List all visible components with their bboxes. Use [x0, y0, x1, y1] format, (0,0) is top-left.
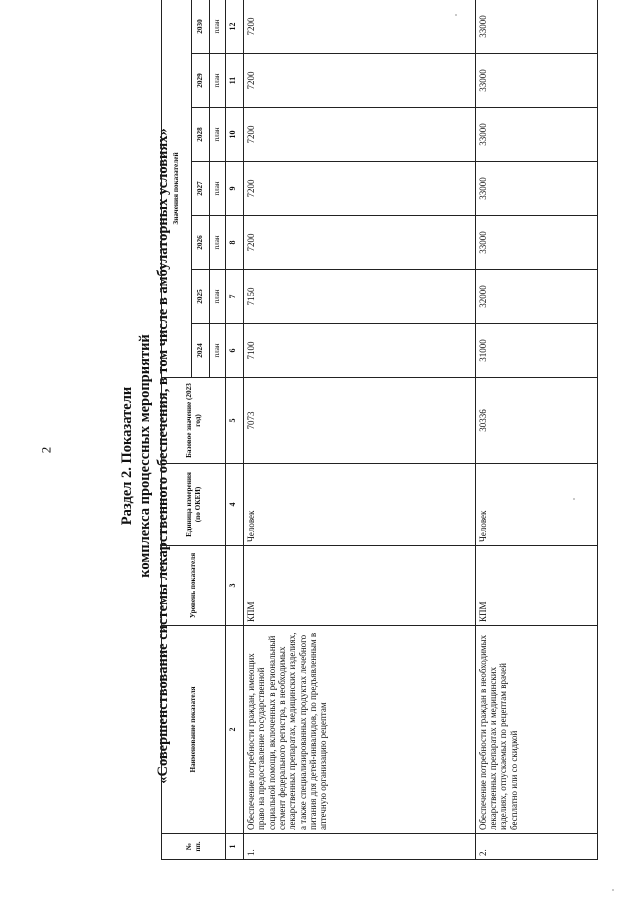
table-row [244, 0, 476, 860]
header-values-group: Значения показателей [162, 0, 192, 378]
scan-speck [573, 498, 575, 500]
row-value: 7200 [244, 0, 476, 54]
row-value: 7150 [244, 270, 476, 324]
column-number: 4 [226, 464, 244, 546]
row-base: 30336 [475, 378, 597, 464]
row-num: 1. [244, 834, 476, 860]
header-plan: план [210, 216, 226, 270]
row-value: 33000 [475, 0, 597, 54]
header-num: № пп. [162, 834, 226, 860]
row-value: 32000 [475, 270, 597, 324]
row-name: Обеспечение потребности граждан в необходимых лекарственных препаратах и медицинских изделиях, отпускаемых по рецептам врачей бесплатно или со скидкой [475, 626, 597, 834]
column-number: 11 [226, 54, 244, 108]
row-name: Обеспечение потребности граждан, имеющих право на предоставление государственной социальной помощи, включенных в региональный сегмент федерального регистра, в необходимых лекарственных препаратах, медицинских изделиях, а также специализированных продуктах лечебного питания для детей-инвалидов, по предъявленным в аптечную организацию рецептам [244, 626, 476, 834]
header-plan: план [210, 162, 226, 216]
header-unit: Единица измерения (по ОКЕИ) [162, 464, 226, 546]
header-name: Наименование показателя [162, 626, 226, 834]
header-plan: план [210, 324, 226, 378]
row-value: 33000 [475, 216, 597, 270]
header-plan: план [210, 0, 226, 54]
row-level: КПМ [244, 546, 476, 626]
header-plan: план [210, 108, 226, 162]
header-year: 2026 [192, 216, 210, 270]
row-unit: Человек [475, 464, 597, 546]
row-value: 7200 [244, 162, 476, 216]
row-value: 33000 [475, 54, 597, 108]
header-year: 2029 [192, 54, 210, 108]
header-plan: план [210, 54, 226, 108]
row-base: 7073 [244, 378, 476, 464]
header-year: 2025 [192, 270, 210, 324]
row-num: 2. [475, 834, 597, 860]
column-number: 8 [226, 216, 244, 270]
column-number: 12 [226, 0, 244, 54]
column-number: 1 [226, 834, 244, 860]
row-value: 7200 [244, 54, 476, 108]
row-value: 7200 [244, 108, 476, 162]
heading-line-3: «Совершенствование системы лекарственного обеспечения, в том числе в амбулаторных условиях» [155, 128, 171, 784]
row-value: 7200 [244, 216, 476, 270]
column-number: 6 [226, 324, 244, 378]
header-year: 2028 [192, 108, 210, 162]
table-row [475, 0, 597, 860]
row-unit: Человек [244, 464, 476, 546]
header-year: 2030 [192, 0, 210, 54]
column-number: 7 [226, 270, 244, 324]
header-year: 2027 [192, 162, 210, 216]
column-number: 9 [226, 162, 244, 216]
row-value: 7100 [244, 324, 476, 378]
scan-speck [612, 889, 614, 891]
column-number: 3 [226, 546, 244, 626]
page-number: 2 [38, 446, 54, 454]
heading-line-1: Раздел 2. Показатели [119, 386, 135, 526]
scan-speck [455, 14, 457, 16]
header-year: 2024 [192, 324, 210, 378]
indicators-table [161, 0, 598, 860]
heading-line-2: комплекса процессных мероприятий [137, 334, 153, 578]
header-plan: план [210, 270, 226, 324]
header-level: Уровень показателя [162, 546, 226, 626]
row-level: КПМ [475, 546, 597, 626]
row-value: 31000 [475, 324, 597, 378]
row-value: 33000 [475, 108, 597, 162]
column-number: 10 [226, 108, 244, 162]
header-base: Базовое значение (2023 год) [162, 378, 226, 464]
column-number: 2 [226, 626, 244, 834]
column-number: 5 [226, 378, 244, 464]
indicators-table-wrapper [161, 15, 598, 860]
row-value: 33000 [475, 162, 597, 216]
